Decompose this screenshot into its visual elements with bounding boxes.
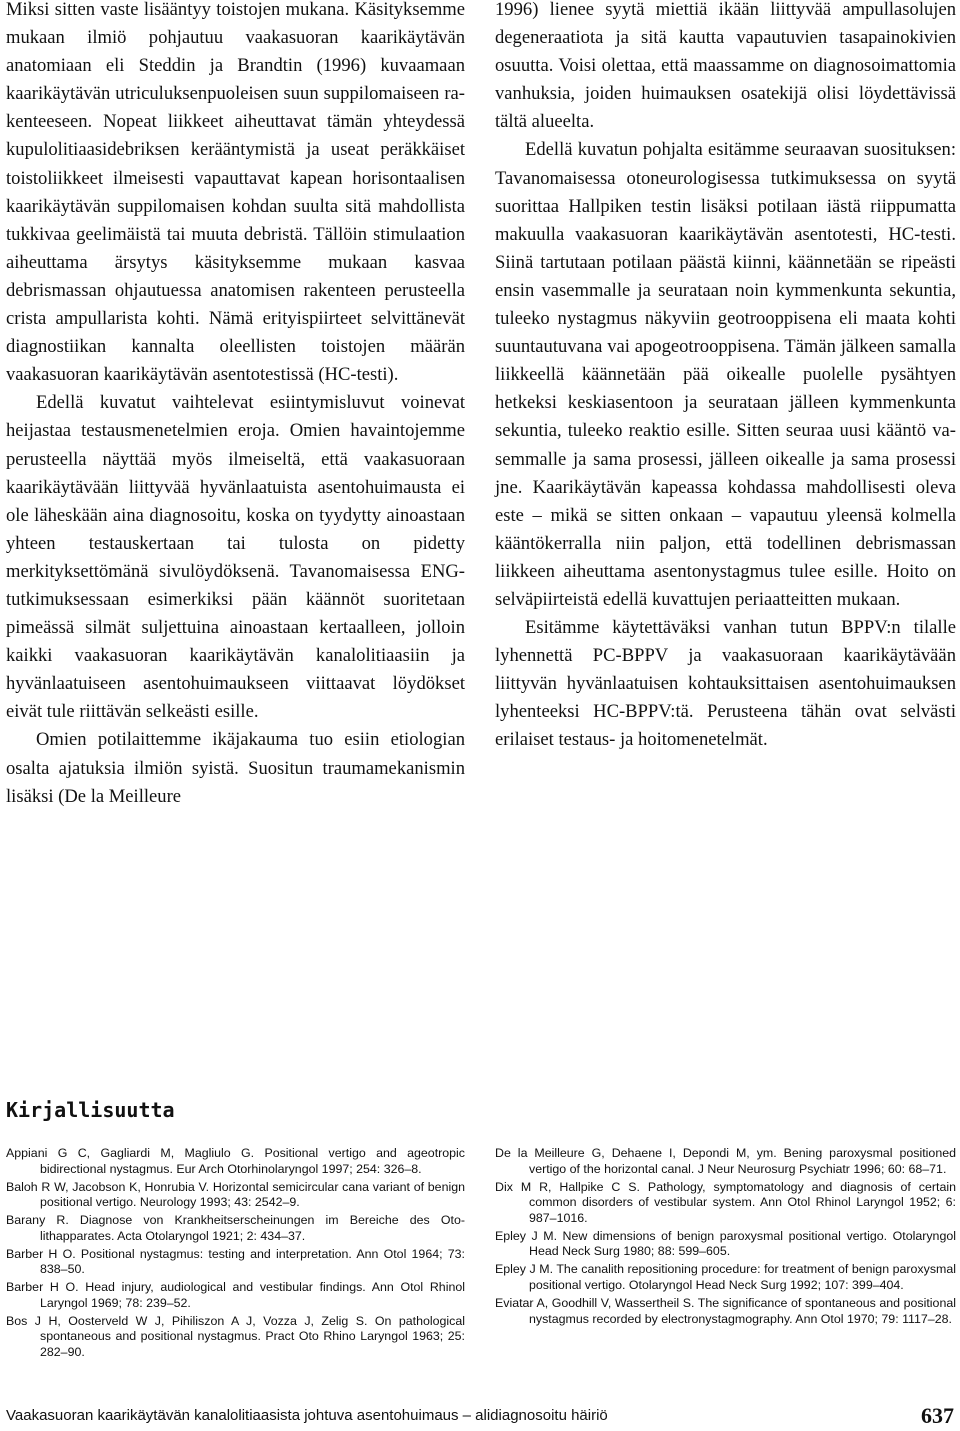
paragraph: Miksi sitten vaste lisääntyy toistojen mukana. Käsityksemme mukaan ilmiö pohjautuu vaakasuoran kaarikäytävän anatomiaan eli Steddin ja Brandtin (1996) kuvaamaan kaarikäytävän utriculuksenpuoleisen suun suppilomaiseen rakenteeseen. Nopeat liikkeet aiheuttavat tämän yhteydessä kupulolitiaasidebriksen kerääntymistä ja useat peräkkäiset toistoliikkeet ilmeisesti vapauttavat kapean horisontaalisen kaarikäytävän suppilomaisen kohdan suulta sitä mahdollista tukkivaa geelimäistä tai muuta debristä. Tällöin stimulaation aiheuttama ärsytys käsityksemme mukaan kasvaa debrismassan ohjautuessa anatomisen rakenteen perusteella crista ampullarista kohti. Nämä erityispiirteet selvittänevät diagnostiikan kannalta oleellisten toistojen määrän vaakasuoran kaarikäytävän asentotestissä (HC-testi).	[6, 0, 465, 386]
references-column-left	[6, 1146, 465, 1363]
reference-entry: Eviatar A, Goodhill V, Wassertheil S. The significance of spontaneous and positional nystagmus recorded by electronystagmography. Ann Otol 1970; 79: 1117–28.	[495, 1295, 956, 1326]
references-column-right	[495, 1146, 956, 1329]
paragraph: Esitämme käytettäväksi vanhan tutun BPPV:n tilalle lyhennettä PC-BPPV ja vaakasuoraan kaarikäytävään liittyvän hyvänlaatuisen kohtauksittaisen asentohuimauksen lyhenteeksi HC-BPPV:tä. Perusteena tähän ovat selvästi erilaiset testaus- ja hoitomenetelmät.	[495, 617, 956, 751]
paragraph: Edellä kuvatun pohjalta esitämme seuraavan suosituksen: Tavanomaisessa otoneurologisessa tutkimuksessa on syytä suorittaa Hallpiken testin lisäksi potilaan iästä riippumatta makuulla vaakasuoran kaarikäytävän asentotesti, HC-testi. Siinä tartutaan potilaan päästä kiinni, käännetään se ripeästi ensin vasemmalle ja seurataan noin kymmenkunta sekuntia, tuleeko nystagmus näkyviin geotrooppisena eli maata kohti suuntautuvana vai apogeotrooppisena. Tämän jälkeen samalla liikkeellä käännetään pää oikealle puolelle pysähtyen hetkeksi keskiasentoon ja seurataan jälleen kymmenkunta sekuntia, tuleeko reaktio esille. Sitten seuraa uusi kääntö vasemmalle ja sama prosessi, jälleen oikealle ja sama prosessi jne. Kaarikäytävän kapeassa kohdassa mahdollisesti oleva este – mikä se sitten onkaan – vapautuu yleensä kolmella kääntökerralla niin paljon, että todellinen debrismassan liikkeen aiheuttama asentonystagmus tulee esille. Hoito on selväpiirteistä edellä kuvattujen periaatteitten mukaan.	[495, 139, 956, 610]
reference-entry: Baloh R W, Jacobson K, Honrubia V. Horizontal semicircular cana variant of benign positional vertigo. Neurology 1993; 43: 2542–9.	[6, 1179, 465, 1210]
body-column-left	[6, 0, 465, 811]
running-title: Vaakasuoran kaarikäytävän kanalolitiaasista johtuva asentohuimaus – alidiagnosoitu häiriö	[6, 1407, 608, 1424]
page-footer	[6, 1404, 954, 1428]
page-number: 637	[921, 1403, 954, 1428]
reference-entry: Barber H O. Head injury, audiological and vestibular findings. Ann Otol Rhinol Laryngol 1969; 78: 239–52.	[6, 1280, 465, 1310]
reference-entry: Appiani G C, Gagliardi M, Magliulo G. Positional vertigo and ageotropic bidirectional nystagmus. Eur Arch Otorhinolaryngol 1997; 254: 326–8.	[6, 1146, 465, 1176]
paragraph: Omien potilaittemme ikäjakauma tuo esiin etiologian osalta ajatuksia ilmiön syistä. Suositun traumamekanismin lisäksi (De la Meilleure	[6, 729, 465, 807]
reference-entry: De la Meilleure G, Dehaene I, Depondi M, ym. Bening paroxysmal positioned vertigo of the horizontal canal. J Neur Neurosurg Psychiatr 1996; 60: 68–71.	[495, 1146, 956, 1176]
references-heading: Kirjallisuutta	[6, 1098, 175, 1122]
paragraph: Edellä kuvatut vaihtelevat esiintymisluvut voinevat heijastaa testausmenetelmien eroja. Omien havaintojemme perusteella näyttää myös ilmeiseltä, että vaakasuoraan kaarikäytävään liittyvää hyvänlaatuista asentohuimausta ei ole läheskään aina diagnosoitu, koska on tyydytty ainoastaan yhteen testauskertaan tai tulosta on pidetty merkityksettömänä sivulöydöksenä. Tavanomaisessa ENG-tutkimuksessaan esimerkiksi pään käännöt suoritetaan pimeässä silmät suljettuina ainoastaan kertaalleen, jolloin kaikki vaakasuoran kaarikäytävän kanalolitiaasiin ja hyvänlaatuiseen asentohuimaukseen viittaavat löydökset eivät tule riittävän selkeästi esille.	[6, 392, 465, 723]
reference-entry: Barany R. Diagnose von Krankheitserscheinungen im Bereiche des Otolithapparates. Acta Otolaryngol 1921; 2: 434–37.	[6, 1213, 465, 1243]
paragraph: 1996) lienee syytä miettiä ikään liittyvää ampullasolujen degeneraatiota ja sitä kautta vapautuvien tasapainokivien osuutta. Voisi olettaa, että maassamme on diagnosoimattomia vanhuksia, joiden huimauksen osatekijä olisi löydettävissä tältä alueelta.	[495, 0, 956, 133]
body-column-right	[495, 0, 956, 755]
reference-entry: Epley J M. New dimensions of benign paroxysmal positional vertigo. Otolaryngol Head Neck Surg 1980; 88: 599–605.	[495, 1228, 956, 1259]
reference-entry: Dix M R, Hallpike C S. Pathology, symptomatology and diagnosis of certain common disorders of vestibular system. Ann Otol Rhinol Laryngol 1952; 6: 987–1016.	[495, 1179, 956, 1225]
reference-entry: Barber H O. Positional nystagmus: testing and interpretation. Ann Otol 1964; 73: 838–50.	[6, 1246, 465, 1277]
reference-entry: Epley J M. The canalith repositioning procedure: for treatment of benign paroxysmal positional vertigo. Otolaryngol Head Neck Surg 1992; 107: 399–404.	[495, 1262, 956, 1292]
reference-entry: Bos J H, Oosterveld W J, Pihiliszon A J, Vozza J, Zelig S. On pathological spontaneous and positional nystagmus. Pract Oto Rhino Laryngol 1963; 25: 282–90.	[6, 1313, 465, 1360]
